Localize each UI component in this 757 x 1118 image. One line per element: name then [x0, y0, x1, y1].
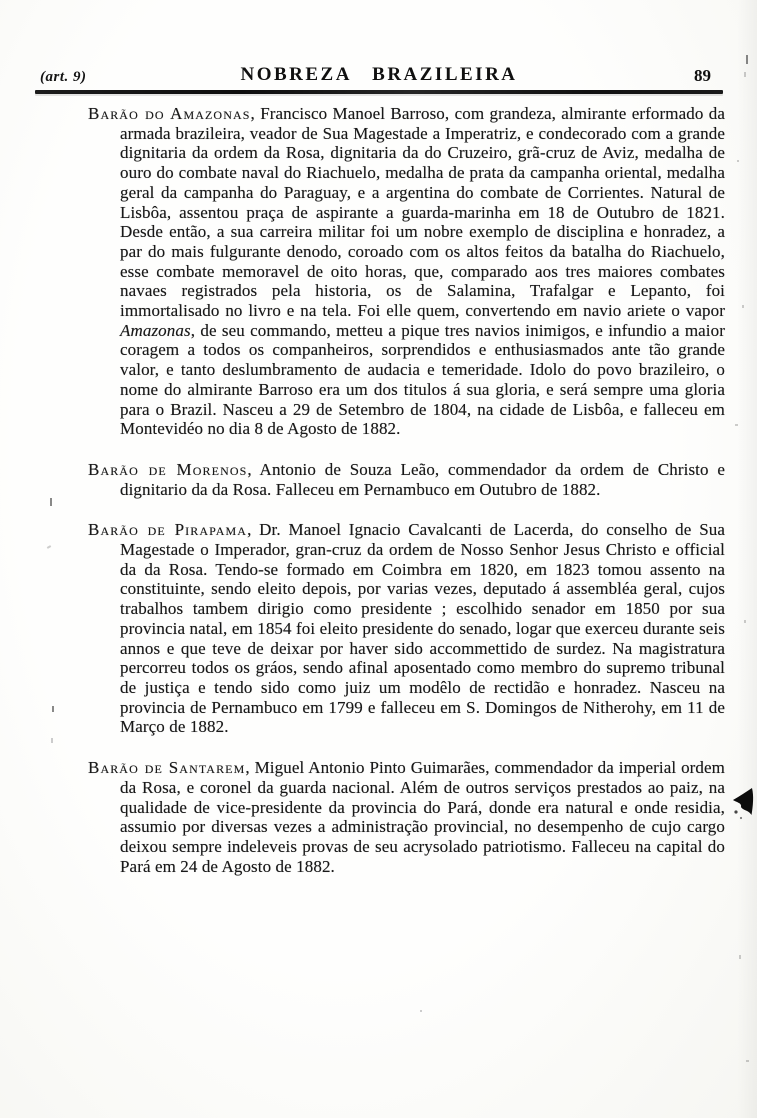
entry: [88, 520, 725, 737]
entry-text: , Miguel Antonio Pinto Guimarães, commendador da imperial ordem da Rosa, e coronel da guarda nacional. Além de outros serviços prestados ao paiz, na qualidade de vice-presidente da provincia do Pará, donde era natural e onde residia, assumio por diversas vezes a administração provincial, no desempenho de cujo cargo deixou sempre indeleveis provas de seu acrysolado patriotismo. Falleceu na capital do Pará em 24 de Agosto de 1882.: [120, 758, 725, 876]
scan-speck: [737, 160, 739, 162]
entry-text: , de seu commando, metteu a pique tres navios inimigos, e infundio a maior coragem a todos os companheiros, sorprendidos e enthusiasmados ante tão grande valor, e tanto deslumbramento de audacia e temeridade. Idolo do povo brazileiro, o nome do almirante Barroso era um dos titulos á sua gloria, e será sempre uma gloria para o Brazil. Nasceu a 29 de Setembro de 1804, na cidade de Lisbôa, e falleceu em Montevidéo no dia 8 de Agosto de 1882.: [120, 320, 725, 439]
scan-speck: [51, 738, 53, 743]
entry-lead: Barão do Amazonas: [88, 104, 251, 123]
scan-speck: [739, 955, 741, 959]
entry: [88, 758, 725, 876]
entry-text: , Antonio de Souza Leão, commendador da ordem de Christo e dignitario da da Rosa. Falleceu em Pernambuco em Outubro de 1882.: [120, 459, 726, 499]
entries-list: [88, 104, 725, 897]
entry-text: Amazonas: [120, 320, 191, 340]
header-rule-divider: [35, 90, 723, 94]
entry: [88, 104, 725, 439]
entry-lead: Barão de Morenos: [88, 459, 248, 479]
entry-lead: Barão de Santarem: [88, 758, 246, 778]
scan-speck: [742, 305, 744, 308]
article-reference: (art. 9): [40, 69, 87, 85]
scan-speck: [744, 72, 746, 77]
page-number: 89: [694, 66, 711, 85]
ink-blot-artifact: [731, 787, 754, 823]
scan-speck: [52, 706, 54, 712]
entry-text: , Dr. Manoel Ignacio Cavalcanti de Lacerda, do conselho de Sua Magestade o Imperador, gran-cruz da ordem de Nosso Senhor Jesus Christo e official da da Rosa. Tendo-se formado em Coimbra em 1820, em 1823 tomou assento na constituinte, sendo eleito depois, por varias vezes, deputado á assembléa geral, cujos trabalhos tambem dirigio como presidente ; escolhido senador em 1850 por sua provincia natal, em 1854 foi eleito presidente do senado, logar que exerceu durante seis annos e que teve de deixar por haver sido accommettido de surdez. Na magistratura percorreu todos os gráos, sendo afinal aposentado como membro do supremo tribunal de justiça e tendo sido como juiz um modêlo de rectidão e honradez. Nasceu na provincia de Pernambuco em 1799 e falleceu em S. Domingos de Nitherohy, em 11 de Março de 1882.: [120, 520, 725, 737]
entry-lead: Barão de Pirapama: [88, 520, 248, 540]
entry: [88, 460, 725, 499]
scan-speck: [50, 498, 52, 506]
scan-speck: [746, 1060, 749, 1062]
page-edge-shading: [737, 0, 757, 1118]
page-title: NOBREZA BRAZILEIRA: [240, 64, 518, 85]
scan-speck: [47, 545, 51, 549]
ink-blot-shape: [731, 787, 754, 823]
scan-speck: [735, 424, 738, 426]
scan-speck: [746, 55, 748, 64]
entry-text: , Francisco Manoel Barroso, com grandeza, almirante erformado da armada brazileira, veador de Sua Magestade a Imperatriz, e condecorado com a grande dignitaria da ordem da Rosa, dignitaria da do Cruzeiro, grã-cruz de Aviz, medalha de ouro do combate naval do Riachuelo, medalha de prata da campanha oriental, medalha geral da campanha do Paraguay, e a argentina do combate de Corrientes. Natural de Lisbôa, assentou praça de aspirante a guarda-marinha em 18 de Outubro de 1821. Desde então, a sua carreira militar foi um nobre exemplo de disciplina e honradez, a par do mais fulgurante denodo, coroado com os altos feitos da batalha do Riachuelo, esse combate memoravel de oito horas, que, comparado aos tres maiores combates navaes registrados pela historia, os de Salamina, Trafalgar e Lepanto, foi immortalisado no livro e na tela. Foi elle quem, convertendo em navio ariete o vapor: [120, 104, 725, 321]
scan-speck: [744, 620, 746, 623]
scan-speck: [420, 1010, 422, 1012]
running-header: [35, 62, 723, 88]
